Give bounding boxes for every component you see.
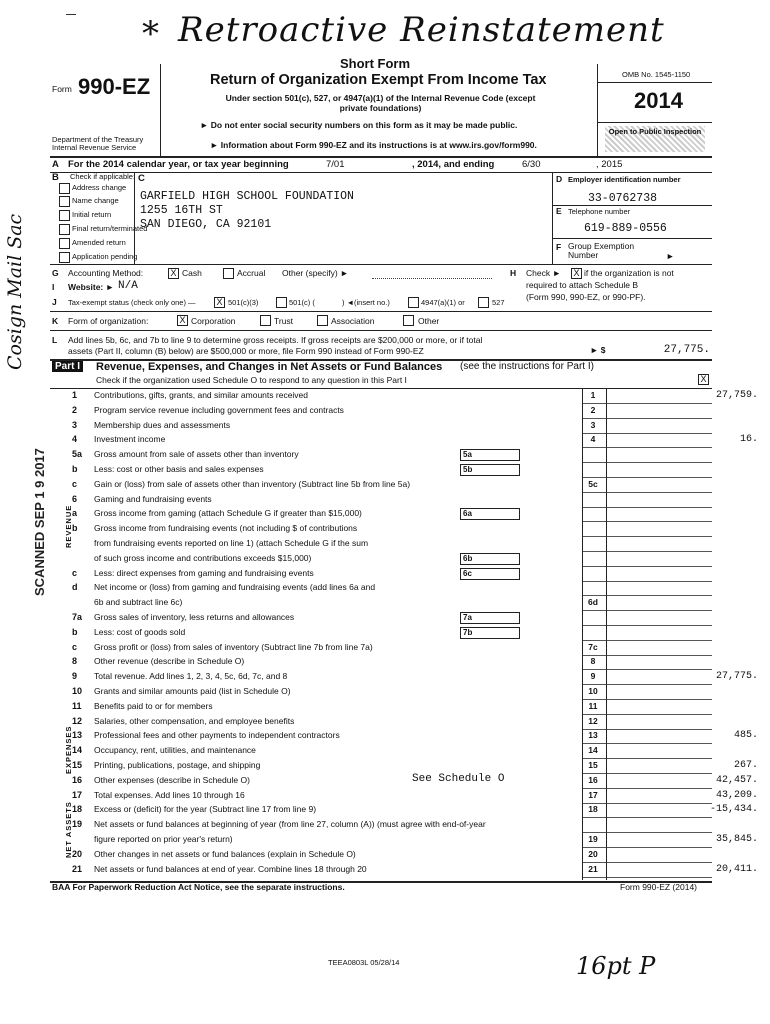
sub-line-box[interactable]: 5b [460,464,520,476]
line-h-desc1: if the organization is not [584,268,674,278]
line-description: Less: cost of goods sold [94,626,186,637]
line-description: Gross income from fundraising events (not including $ of contributions [94,523,358,534]
line-number: a [72,508,78,519]
form-reference: Form 990-EZ (2014) [620,882,697,892]
line-h-label: H [510,268,517,278]
handwritten-title: Retroactive Reinstatement [178,10,665,50]
initial-return-label: Initial return [72,210,112,219]
tax-year-end[interactable]: 6/30 [522,159,541,170]
line-number: 7a [72,612,83,622]
part1-row [50,553,712,567]
line-number: 15 [72,760,83,770]
baa-notice: BAA For Paperwork Reduction Act Notice, see the separate instructions. [52,882,345,892]
line-number: 1 [72,390,78,400]
see-schedule-o: See Schedule O [412,773,505,785]
line-column-label: 19 [588,834,598,844]
part1-row [50,434,758,448]
sub-line-box[interactable]: 6b [460,553,520,565]
501c3-label: 501(c)(3) [228,298,259,307]
other-method-field[interactable] [372,278,492,279]
side-label-revenue: REVENUE [64,504,73,548]
line-description: Gain or (loss) from sale of assets other than inventory (Subtract line 5b from line 5a) [94,478,411,489]
part1-row [50,656,712,670]
phone-value: 619-889-0556 [584,222,667,235]
amended-return-label: Amended return [72,238,126,247]
line-number: 2 [72,404,78,415]
checkbox-association[interactable] [317,315,328,326]
line-description: of such gross income and contributions exceeds $15,000) [94,552,312,563]
line-description: Occupancy, rent, utilities, and maintenance [94,745,256,756]
part1-row [50,834,758,848]
handwritten-margin-note: Cosign Mail Sac [4,213,26,370]
line-description: Net assets or fund balances at beginning of year (from line 27, column (A)) (must agree with end-of-year [94,819,486,830]
part1-row [50,760,758,774]
line-column-label: 16 [588,774,598,785]
line-description: figure reported on prior year's return) [94,834,233,844]
line-description: Membership dues and assessments [94,419,231,430]
line-column-label: 21 [588,863,598,874]
line-description: Net income or (loss) from gaming and fundraising events (add lines 6a and [94,582,376,593]
line-f-arrow: ► [666,251,675,261]
line-number: 9 [72,671,78,682]
line-description: Net assets or fund balances at end of year. Combine lines 18 through 20 [94,863,367,874]
line-number: 3 [72,419,78,430]
part1-row [50,642,712,656]
line-description: Excess or (deficit) for the year (Subtract line 17 from line 9) [94,804,317,815]
part1-row [50,612,712,626]
part1-row [50,774,758,789]
part1-row [50,405,712,419]
part1-row [50,716,712,730]
info-line: ► Information about Form 990-EZ and its instructions is at www.irs.gov/form990. [210,140,537,150]
line-number: 18 [72,804,83,815]
line-number: c [72,641,78,652]
row-divider [582,877,712,878]
line-column-label: 1 [590,390,596,400]
line-i-label: I [52,282,55,292]
gross-receipts-value: 27,775. [663,344,710,356]
line-description: Less: direct expenses from gaming and fundraising events [94,567,314,578]
line-j-text: Tax-exempt status (check only one) — [68,298,196,307]
part1-row [50,686,712,700]
line-e-text: Telephone number [568,207,631,216]
corporation-label: Corporation [191,316,236,326]
application-pending-label: Application pending [72,252,138,261]
part1-row [50,701,712,715]
line-description: Other expenses (describe in Schedule O) [94,774,250,785]
line-a-mid: , 2014, and ending [412,159,495,170]
line-description: Less: cost or other basis and sales expenses [94,464,264,474]
line-amount[interactable]: 42,457. [715,774,758,786]
checkbox-address-change[interactable] [59,183,70,194]
line-description: Salaries, other compensation, and employee benefits [94,715,295,726]
part1-row [50,849,712,863]
short-form-label: Short Form [340,56,411,71]
line-c-label: C [138,173,145,184]
part1-row [50,494,712,508]
line-column-label: 2 [590,404,596,415]
sub-line-box[interactable]: 5a [460,449,520,461]
checkbox-527[interactable] [478,297,489,308]
line-b-label: B [52,172,59,183]
part1-row [50,568,712,582]
line-number: 16 [72,774,83,785]
line-d-text: Employer identification number [568,175,681,184]
part1-row [50,745,712,759]
top-dash [66,14,76,15]
checkbox-final-return[interactable] [59,224,70,235]
address-change-label: Address change [72,183,127,192]
ssn-warning: ► Do not enter social security numbers on this form as it may be made public. [200,120,518,130]
checkbox-501c[interactable] [276,297,287,308]
line-l-text1: Add lines 5b, 6c, and 7b to line 9 to determine gross receipts. If gross receipts are $200,000 or more, or if total [68,335,483,345]
line-number: 5a [72,449,83,460]
line-h-desc2: required to attach Schedule B [526,280,638,290]
other-method-label: Other (specify) ► [282,268,349,278]
association-label: Association [331,316,375,326]
other-org-label: Other [418,316,440,326]
line-number: 11 [72,700,82,711]
line-number: 10 [72,686,83,696]
line-amount[interactable]: 27,759. [715,390,758,401]
website-value[interactable]: N/A [118,280,138,292]
line-number: 20 [72,848,83,859]
line-description: 6b and subtract line 6c) [94,597,183,608]
line-amount[interactable]: 267. [733,760,758,771]
line-amount[interactable]: 20,411. [715,863,758,875]
line-l-arrow: ► $ [590,345,606,355]
line-number: 14 [72,745,83,756]
line-g-label: G [52,268,59,278]
line-column-label: 9 [590,671,596,682]
line-description: Gross profit or (loss) from sales of inventory (Subtract line 7b from line 7a) [94,641,373,652]
line-description: Total revenue. Add lines 1, 2, 3, 4, 5c, 6d, 7c, and 8 [94,671,288,682]
checkbox-application-pending[interactable] [59,252,70,263]
line-amount[interactable]: 43,209. [715,789,758,801]
form-title: Return of Organization Exempt From Income Tax [210,72,547,88]
line-k-label: K [52,316,59,326]
line-amount[interactable]: 485. [733,730,758,742]
checkbox-cash[interactable]: X [168,268,179,279]
checkbox-trust[interactable] [260,315,271,326]
line-number: 8 [72,656,78,667]
org-city: SAN DIEGO, CA 92101 [140,218,272,231]
line-description: Gross amount from sale of assets other than inventory [94,449,299,460]
part1-row [50,449,712,463]
scanned-stamp: SCANNED SEP 1 9 2017 [32,448,47,596]
line-column-label: 20 [588,848,598,859]
line-description: Printing, publications, postage, and shipping [94,760,261,770]
part1-row [50,789,758,804]
line-a-label: A [52,159,59,170]
line-l-text2: assets (Part II, column (B) below) are $500,000 or more, file Form 990 instead of Form 990-EZ [68,346,424,356]
part1-row [50,508,712,522]
line-number: 17 [72,789,83,800]
schedule-o-check-text: Check if the organization used Schedule O to respond to any question in this Part I [96,375,407,385]
line-column-label: 7c [588,641,598,652]
tax-year: 2014 [634,88,683,113]
sub-line-box[interactable]: 7b [460,627,520,639]
line-a-text: For the 2014 calendar year, or tax year beginning [68,159,289,170]
line-number: 19 [72,819,83,830]
line-description: Gaming and fundraising events [94,493,212,504]
tax-year-end-year: , 2015 [596,159,623,170]
form-subtitle: Under section 501(c), 527, or 4947(a)(1) of the Internal Revenue Code (except private foundations) [225,93,536,113]
line-g-text: Accounting Method: [68,268,144,278]
line-column-label: 13 [588,730,598,741]
omb-number: OMB No. 1545-1150 [622,70,691,79]
open-public-badge: Open to Public Inspection [605,126,705,152]
insert-no-label: ) ◄(insert no.) [342,298,390,307]
line-description: Benefits paid to or for members [94,700,213,711]
line-number: 13 [72,730,83,741]
side-label-net-assets: NET ASSETS [64,801,73,858]
checkbox-amended-return[interactable] [59,238,70,249]
checkbox-corporation[interactable]: X [177,315,188,326]
line-l-label: L [52,335,58,345]
part1-row [50,671,758,685]
part1-row [50,582,712,596]
checkbox-accrual[interactable] [223,268,234,279]
part1-row [50,597,712,611]
accrual-label: Accrual [237,268,266,278]
line-amount[interactable]: 35,845. [715,834,758,845]
line-column-label: 10 [588,686,598,696]
line-number: 12 [72,715,83,726]
line-number: b [72,523,78,534]
cash-label: Cash [182,268,202,278]
line-description: Total expenses. Add lines 10 through 16 [94,789,245,800]
line-h-text: Check ► [526,268,561,278]
line-column-label: 15 [588,760,598,770]
line-description: Program service revenue including government fees and contracts [94,404,344,415]
line-number: b [72,464,78,474]
trust-label: Trust [274,316,294,326]
line-column-label: 18 [588,804,598,815]
final-return-label: Final return/terminated [72,224,148,233]
4947-label: 4947(a)(1) or [421,298,465,307]
line-amount[interactable]: 16. [739,434,758,446]
tax-year-begin[interactable]: 7/01 [326,159,345,170]
org-street: 1255 16TH ST [140,204,223,217]
part1-row [50,523,712,537]
website-label: Website: ► [68,282,115,292]
line-b-header: Check if applicable: [70,172,136,181]
form-number: 990-EZ [78,74,151,99]
line-column-label: 14 [588,745,598,756]
527-label: 527 [492,298,505,307]
org-name: GARFIELD HIGH SCHOOL FOUNDATION [140,190,354,203]
line-number: d [72,582,78,593]
side-label-expenses: EXPENSES [64,725,73,774]
line-f-text: Group Exemption Number [568,241,635,260]
checkbox-4947[interactable] [408,297,419,308]
line-description: from fundraising events reported on line 1) (attach Schedule G if the sum [94,538,369,548]
line-k-text: Form of organization: [68,316,149,326]
line-description: Gross sales of inventory, less returns and allowances [94,612,295,622]
part1-row [50,390,758,404]
line-number: c [72,567,78,578]
part1-title-note: (see the instructions for Part I) [460,361,594,372]
part1-title: Revenue, Expenses, and Changes in Net Assets or Fund Balances [96,361,443,373]
line-description: Investment income [94,434,166,445]
form-label: Form [52,84,72,94]
part1-row [50,464,712,478]
line-number: 21 [72,863,83,874]
line-column-label: 5c [588,478,598,489]
line-description: Gross income from gaming (attach Schedule G if greater than $15,000) [94,508,362,519]
line-description: Other revenue (describe in Schedule O) [94,656,245,667]
line-description: Contributions, gifts, grants, and similar amounts received [94,390,309,400]
line-column-label: 6d [588,597,598,608]
part1-row [50,819,712,833]
line-column-label: 12 [588,715,598,726]
line-number: b [72,626,78,637]
handwritten-bottom-note: 16pt P [576,952,656,980]
part1-row [50,804,758,818]
part1-label: Part I [52,361,83,372]
line-column-label: 3 [590,419,596,430]
teea-code: TEEA0803L 05/28/14 [328,958,400,967]
501c-label: 501(c) ( [289,298,315,307]
line-amount[interactable]: -15,434. [709,804,758,816]
part1-row [50,479,712,493]
line-j-label: J [52,297,57,307]
line-e-label: E [556,206,562,216]
sub-line-box[interactable]: 6c [460,568,520,580]
line-number: 4 [72,434,78,445]
handwritten-asterisk: * [142,14,159,54]
name-change-label: Name change [72,196,119,205]
line-description: Other changes in net assets or fund balances (explain in Schedule O) [94,848,356,859]
line-number: c [72,478,78,489]
line-column-label: 17 [588,789,598,800]
checkbox-schedule-o[interactable]: X [698,374,709,385]
line-f-label: F [556,242,562,252]
line-column-label: 11 [588,700,598,711]
checkbox-schedule-b[interactable]: X [571,268,582,279]
line-column-label: 8 [590,656,596,667]
sub-line-box[interactable]: 7a [460,612,520,624]
checkbox-name-change[interactable] [59,196,70,207]
checkbox-other-org[interactable] [403,315,414,326]
part1-row [50,538,712,552]
line-amount[interactable]: 27,775. [715,671,758,683]
line-description: Grants and similar amounts paid (list in Schedule O) [94,686,291,696]
checkbox-501c3[interactable]: X [214,297,225,308]
part1-row [50,420,712,434]
line-h-desc3: (Form 990, 990-EZ, or 990-PF). [526,292,646,302]
part1-row [50,627,712,641]
line-column-label: 4 [590,434,596,445]
dept-treasury: Department of the Treasury Internal Revenue Service [52,135,144,152]
part1-row [50,730,758,744]
ein-value: 33-0762738 [588,192,658,205]
line-d-label: D [556,174,563,184]
sub-line-box[interactable]: 6a [460,508,520,520]
checkbox-initial-return[interactable] [59,210,70,221]
part1-row [50,863,758,878]
line-number: 6 [72,493,78,504]
line-description: Professional fees and other payments to independent contractors [94,730,340,741]
